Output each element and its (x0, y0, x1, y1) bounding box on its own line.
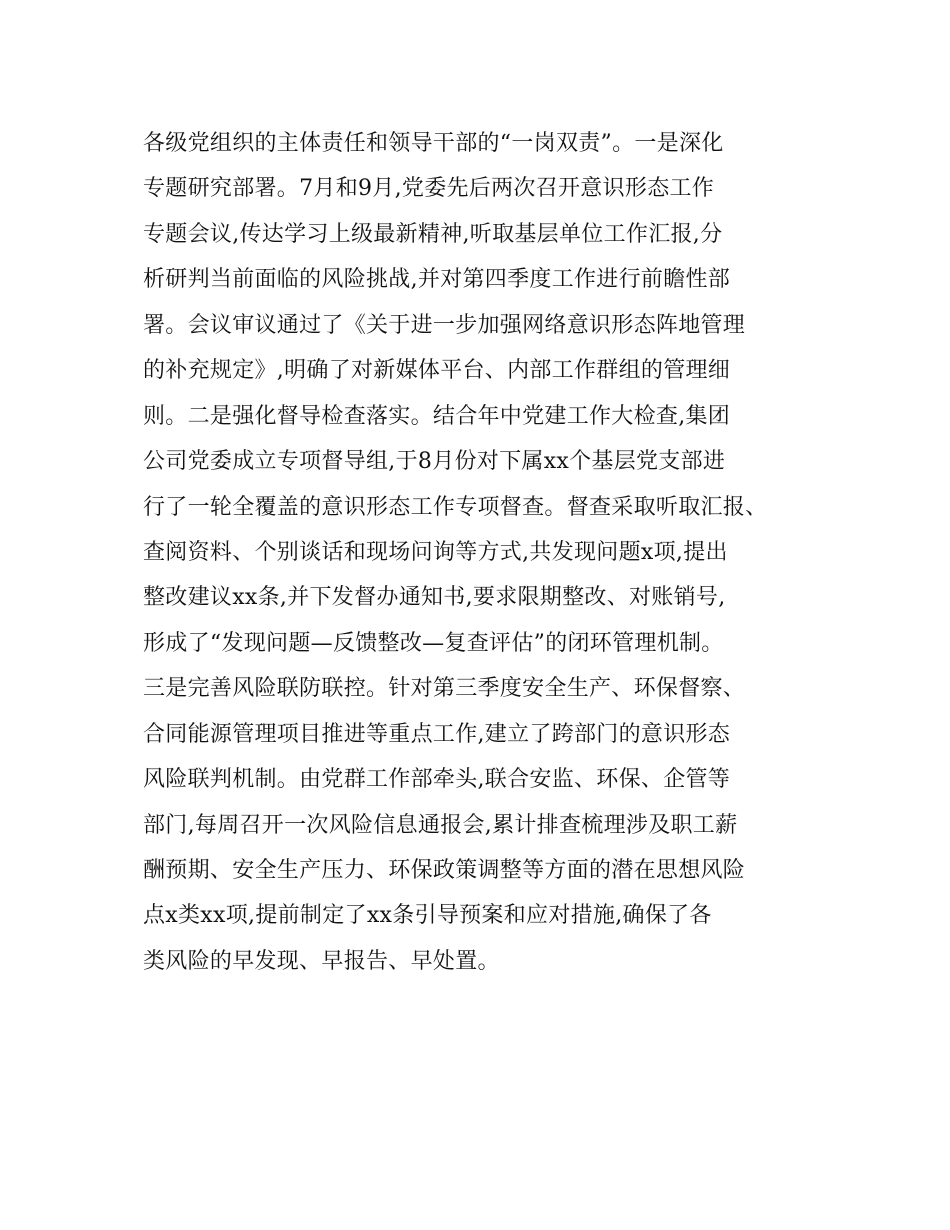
text-line: 专题会议,传达学习上级最新精神,听取基层单位工作汇报,分 (143, 221, 723, 247)
text-line: 类风险的早发现、早报告、早处置。 (143, 948, 500, 974)
text-line: 部门,每周召开一次风险信息通报会,累计排查梳理涉及职工薪 (143, 812, 738, 838)
text-line: 则。二是强化督导检查落实。结合年中党建工作大检查,集团 (143, 403, 731, 429)
text-line: 酬预期、安全生产压力、环保政策调整等方面的潜在思想风险 (143, 858, 746, 883)
text-line: 公司党委成立专项督导组,于8月份对下属xx个基层党支部进 (143, 449, 726, 475)
text-line: 三是完善风险联防联控。针对第三季度安全生产、环保督察、 (143, 676, 746, 702)
text-line: 形成了“发现问题—反馈整改—复查评估”的闭环管理机制。 (143, 630, 724, 656)
text-line: 查阅资料、个别谈话和现场问询等方式,共发现问题x项,提出 (143, 539, 728, 565)
text-line: 署。会议审议通过了《关于进一步加强网络意识形态阵地管理 (143, 312, 746, 338)
text-line: 析研判当前面临的风险挑战,并对第四季度工作进行前瞻性部 (143, 267, 731, 293)
text-line: 点x类xx项,提前制定了xx条引导预案和应对措施,确保了各 (143, 903, 712, 929)
text-line: 专题研究部署。7月和9月,党委先后两次召开意识形态工作 (143, 176, 715, 202)
text-line: 各级党组织的主体责任和领导干部的“一岗双责”。一是深化 (143, 131, 724, 156)
text-line: 行了一轮全覆盖的意识形态工作专项督查。督查采取听取汇报、 (143, 494, 768, 520)
text-line: 合同能源管理项目推进等重点工作,建立了跨部门的意识形态 (143, 721, 731, 747)
body-paragraph (143, 121, 843, 984)
text-line: 整改建议xx条,并下发督办通知书,要求限期整改、对账销号, (143, 585, 726, 611)
text-line: 风险联判机制。由党群工作部牵头,联合安监、环保、企管等 (143, 767, 731, 793)
text-line: 的补充规定》,明确了对新媒体平台、内部工作群组的管理细 (143, 358, 731, 384)
